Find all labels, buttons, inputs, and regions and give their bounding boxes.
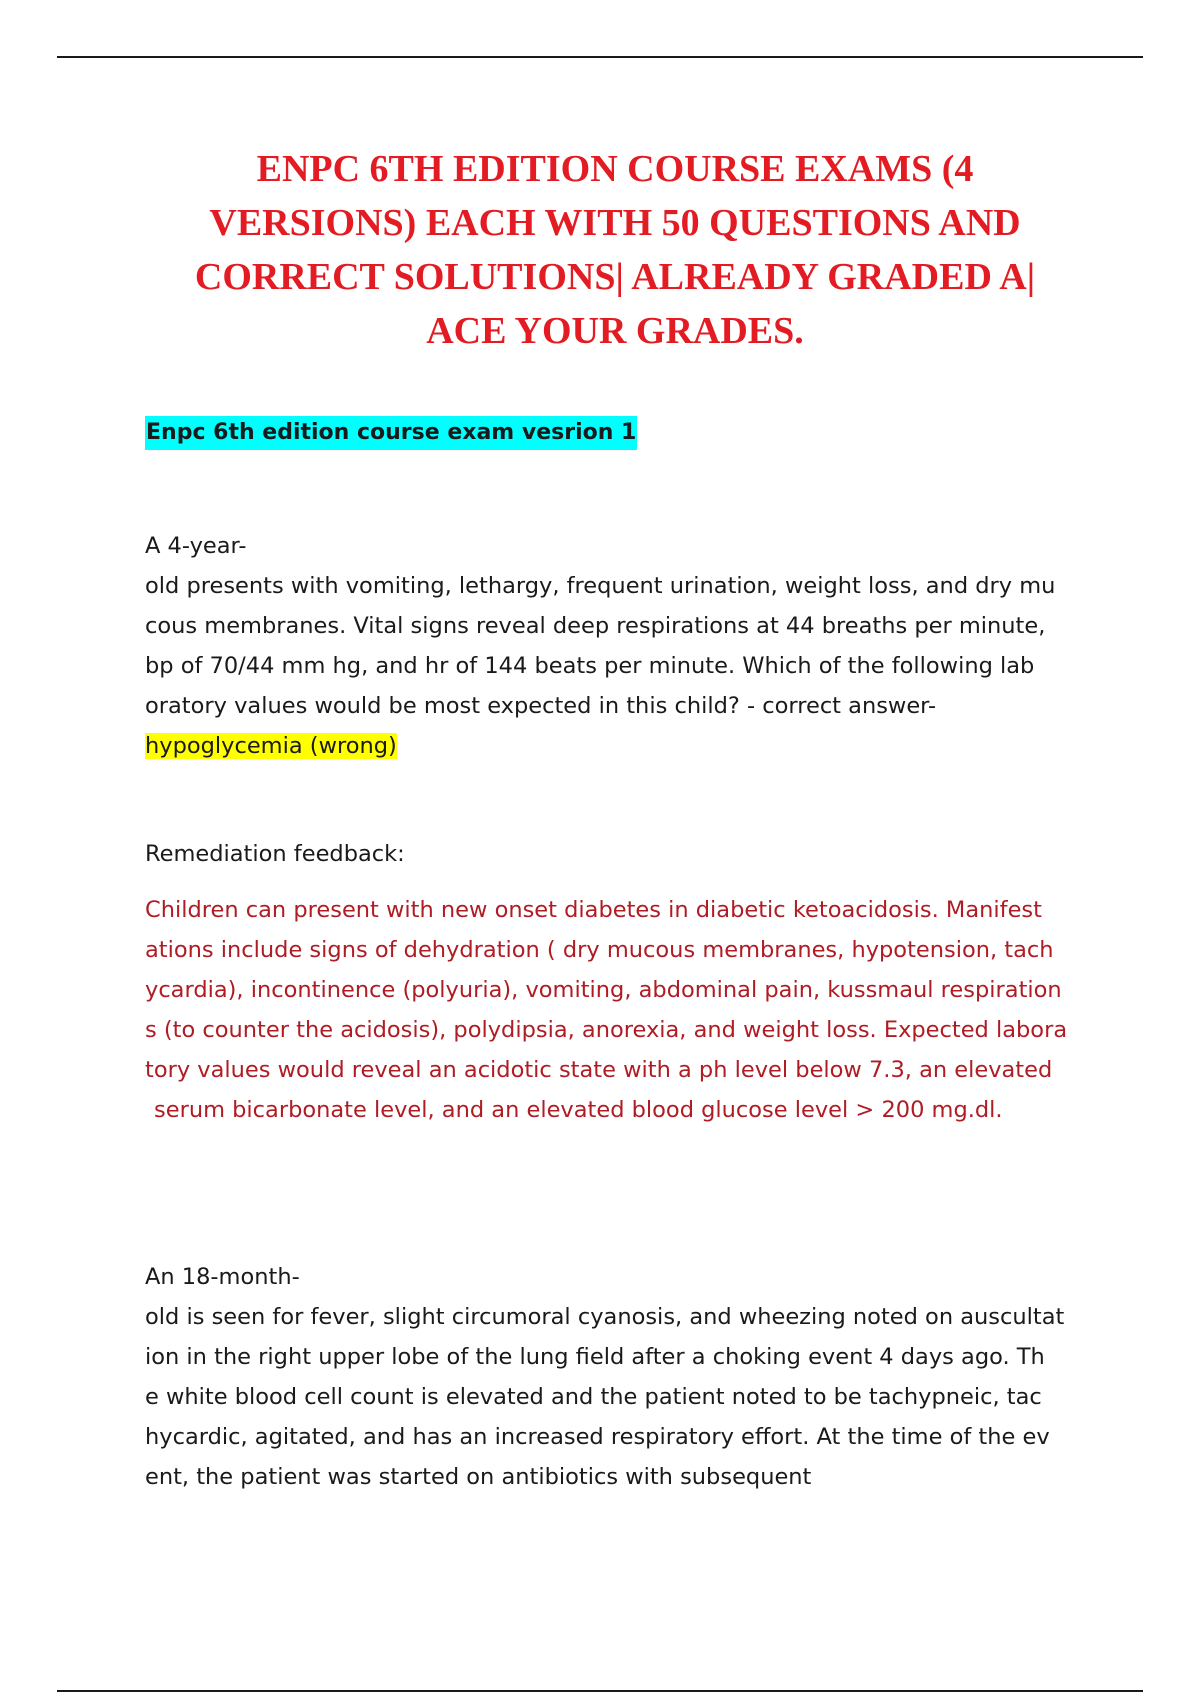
question-line: An 18-month- [145, 1264, 300, 1290]
feedback-line: Children can present with new onset diabetes in diabetic ketoacidosis. Manifest [145, 897, 1042, 923]
question-2 [145, 1257, 1095, 1497]
question-line: bp of 70/44 mm hg, and hr of 144 beats per minute. Which of the following lab [145, 653, 1035, 679]
question-line: old presents with vomiting, lethargy, frequent urination, weight loss, and dry mu [145, 573, 1056, 599]
remediation-feedback [145, 890, 1095, 1130]
feedback-line: tory values would reveal an acidotic state with a ph level below 7.3, an elevated [145, 1057, 1053, 1083]
feedback-line: serum bicarbonate level, and an elevated blood glucose level > 200 mg.dl. [154, 1097, 1003, 1123]
question-line: ion in the right upper lobe of the lung field after a choking event 4 days ago. Th [145, 1344, 1045, 1370]
feedback-line: ations include signs of dehydration ( dry mucous membranes, hypotension, tach [145, 937, 1054, 963]
feedback-line: s (to counter the acidosis), polydipsia, anorexia, and weight loss. Expected labora [145, 1017, 1068, 1043]
answer-line [145, 726, 1095, 766]
question-line: hycardic, agitated, and has an increased respiratory effort. At the time of the ev [145, 1424, 1050, 1450]
question-line: old is seen for fever, slight circumoral cyanosis, and wheezing noted on auscultat [145, 1304, 1065, 1330]
title-line: CORRECT SOLUTIONS| ALREADY GRADED A| [194, 256, 1036, 298]
bottom-divider [57, 1690, 1143, 1692]
document-title [150, 142, 1080, 358]
question-1 [145, 526, 1095, 766]
section-heading: Enpc 6th edition course exam vesrion 1 [145, 416, 637, 450]
question-line: cous membranes. Vital signs reveal deep respirations at 44 breaths per minute, [145, 613, 1046, 639]
question-line: A 4-year- [145, 533, 247, 559]
title-line: ENPC 6TH EDITION COURSE EXAMS (4 [256, 148, 974, 190]
question-line: e white blood cell count is elevated and the patient noted to be tachypneic, tac [145, 1384, 1042, 1410]
top-divider [57, 56, 1143, 58]
title-line: ACE YOUR GRADES. [426, 310, 804, 352]
feedback-line: ycardia), incontinence (polyuria), vomiting, abdominal pain, kussmaul respiration [145, 977, 1062, 1003]
question-line: oratory values would be most expected in this child? - correct answer- [145, 693, 937, 719]
question-line: ent, the patient was started on antibiotics with subsequent [145, 1464, 812, 1490]
remediation-label: Remediation feedback: [145, 841, 405, 867]
answer-highlight: hypoglycemia (wrong) [145, 733, 397, 759]
title-line: VERSIONS) EACH WITH 50 QUESTIONS AND [209, 202, 1021, 244]
